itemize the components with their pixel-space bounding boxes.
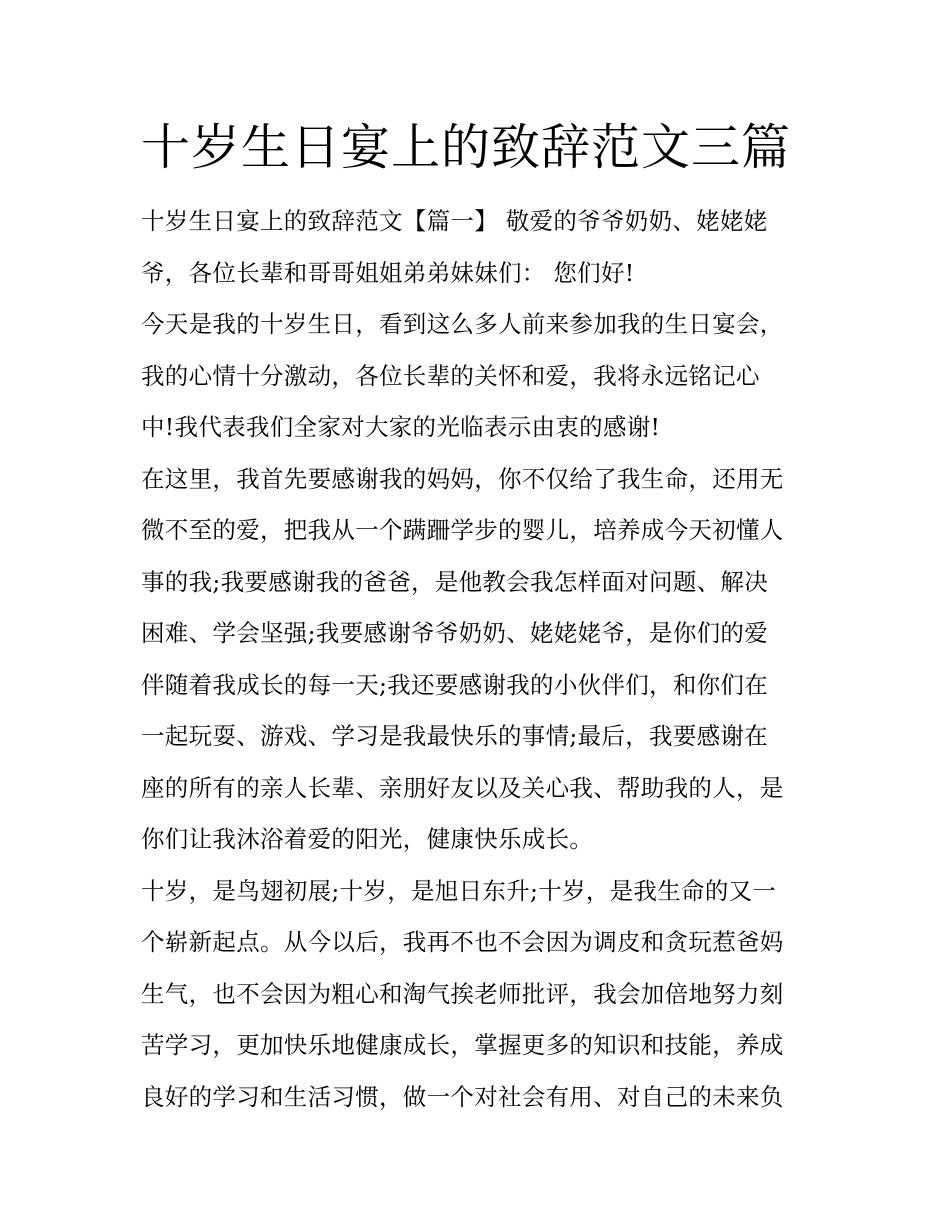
text-line: 爷，各位长辈和哥哥姐姐弟弟妹妹们： 您们好! xyxy=(141,258,635,287)
text-line: 个崭新起点。从今以后，我再不也不会因为调皮和贪玩惹爸妈 xyxy=(141,928,784,956)
text-line: 我的心情十分激动，各位长辈的关怀和爱，我将永远铭记心 xyxy=(141,361,760,390)
text-line: 困难、学会坚强;我要感谢爷爷奶奶、姥姥姥爷，是你们的爱 xyxy=(141,619,769,647)
text-line: 中!我代表我们全家对大家的光临表示由衷的感谢! xyxy=(141,413,661,441)
text-line: 苦学习，更加快乐地健康成长，掌握更多的知识和技能，养成 xyxy=(141,1031,784,1059)
text-line: 良好的学习和生活习惯，做一个对社会有用、对自己的未来负 xyxy=(141,1082,784,1111)
text-line: 微不至的爱，把我从一个蹒跚学步的婴儿，培养成今天初懂人 xyxy=(141,516,784,544)
text-line: 座的所有的亲人长辈、亲朋好友以及关心我、帮助我的人，是 xyxy=(141,773,784,802)
text-line: 今天是我的十岁生日，看到这么多人前来参加我的生日宴会， xyxy=(141,310,784,338)
text-line: 伴随着我成长的每一天;我还要感谢我的小伙伴们，和你们在 xyxy=(141,670,769,699)
text-line: 事的我;我要感谢我的爸爸，是他教会我怎样面对问题、解决 xyxy=(141,567,769,596)
text-line: 生气，也不会因为粗心和淘气挨老师批评，我会加倍地努力刻 xyxy=(141,979,784,1008)
text-line: 十岁生日宴上的致辞范文【篇一】 敬爱的爷爷奶奶、姥姥姥 xyxy=(141,207,768,235)
text-line: 一起玩耍、游戏、学习是我最快乐的事情;最后，我要感谢在 xyxy=(141,722,769,750)
text-line: 你们让我沐浴着爱的阳光，健康快乐成长。 xyxy=(141,825,594,853)
document-body xyxy=(141,196,831,1123)
text-line: 在这里，我首先要感谢我的妈妈，你不仅给了我生命，还用无 xyxy=(141,464,784,493)
text-line: 十岁，是鸟翅初展;十岁，是旭日东升;十岁，是我生命的又一 xyxy=(141,876,777,905)
document-title: 十岁生日宴上的致辞范文三篇 xyxy=(141,119,792,176)
